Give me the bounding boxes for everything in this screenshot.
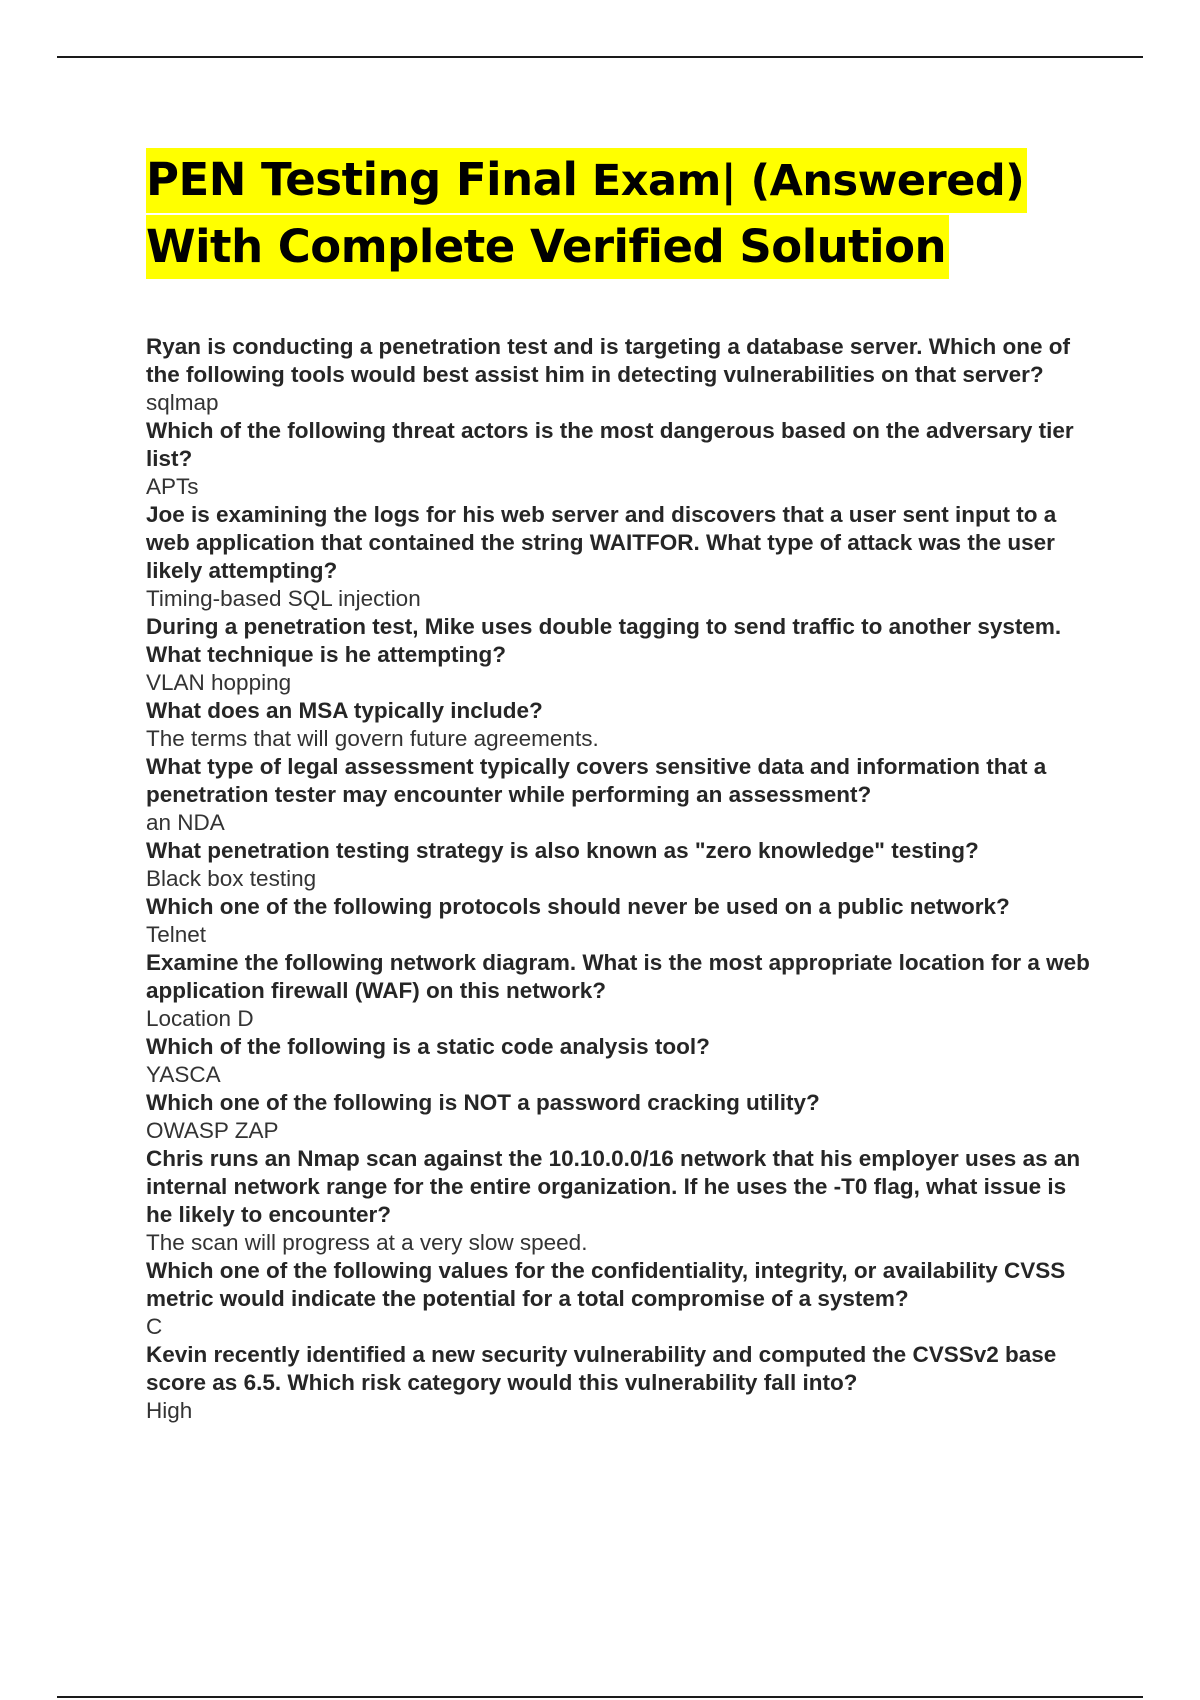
- question-text: Ryan is conducting a penetration test and is targeting a database server. Which one of the following tools would best assist him in detecting vulnerabilities on that server?: [146, 334, 1070, 387]
- answer-text: High: [146, 1398, 193, 1423]
- qa-item: [146, 1145, 1096, 1257]
- qa-item: [146, 1033, 1096, 1089]
- qa-item: [146, 837, 1096, 893]
- answer-text: APTs: [146, 474, 199, 499]
- qa-list: [146, 333, 1096, 1425]
- answer-text: Telnet: [146, 922, 207, 947]
- answer-text: C: [146, 1314, 163, 1339]
- question-text: What does an MSA typically include?: [146, 698, 543, 723]
- qa-item: [146, 1257, 1096, 1341]
- qa-item: [146, 333, 1096, 417]
- qa-item: [146, 697, 1096, 753]
- title-part-a: PEN Testing Final: [146, 153, 578, 206]
- answer-text: OWASP ZAP: [146, 1118, 279, 1143]
- answer-text: an NDA: [146, 810, 225, 835]
- qa-item: [146, 613, 1096, 697]
- bottom-rule: [57, 1696, 1143, 1698]
- answer-text: VLAN hopping: [146, 670, 292, 695]
- qa-item: [146, 501, 1096, 613]
- document-title: [146, 148, 1106, 281]
- qa-item: [146, 417, 1096, 501]
- title-part-b: Exam| (Answered): [577, 156, 1025, 206]
- top-rule: [57, 56, 1143, 58]
- question-text: Joe is examining the logs for his web server and discovers that a user sent input to a web application that contained the string WAITFOR. What type of attack was the user likely attempting?: [146, 502, 1057, 583]
- question-text: Chris runs an Nmap scan against the 10.10.0.0/16 network that his employer uses as an internal network range for the entire organization. If he uses the -T0 flag, what issue is he likely to encounter?: [146, 1146, 1081, 1227]
- title-line-1: [146, 148, 1027, 213]
- answer-text: Timing-based SQL injection: [146, 586, 421, 611]
- title-line-2: With Complete Verified Solution: [146, 215, 949, 279]
- answer-text: Location D: [146, 1006, 254, 1031]
- question-text: Kevin recently identified a new security vulnerability and computed the CVSSv2 base score as 6.5. Which risk category would this vulnerability fall into?: [146, 1342, 1057, 1395]
- question-text: Which one of the following values for the confidentiality, integrity, or availability CVSS metric would indicate the potential for a total compromise of a system?: [146, 1258, 1066, 1311]
- question-text: Which of the following threat actors is the most dangerous based on the adversary tier list?: [146, 418, 1074, 471]
- question-text: Which one of the following protocols should never be used on a public network?: [146, 894, 1010, 919]
- question-text: During a penetration test, Mike uses double tagging to send traffic to another system. What technique is he attempting?: [146, 614, 1062, 667]
- answer-text: The terms that will govern future agreements.: [146, 726, 599, 751]
- qa-item: [146, 949, 1096, 1033]
- question-text: What type of legal assessment typically covers sensitive data and information that a penetration tester may encounter while performing an assessment?: [146, 754, 1047, 807]
- answer-text: YASCA: [146, 1062, 221, 1087]
- qa-item: [146, 1089, 1096, 1145]
- qa-item: [146, 1341, 1096, 1425]
- question-text: Examine the following network diagram. What is the most appropriate location for a web application firewall (WAF) on this network?: [146, 950, 1090, 1003]
- question-text: Which one of the following is NOT a password cracking utility?: [146, 1090, 820, 1115]
- qa-item: [146, 753, 1096, 837]
- qa-item: [146, 893, 1096, 949]
- answer-text: sqlmap: [146, 390, 219, 415]
- answer-text: Black box testing: [146, 866, 317, 891]
- question-text: What penetration testing strategy is also known as "zero knowledge" testing?: [146, 838, 979, 863]
- question-text: Which of the following is a static code analysis tool?: [146, 1034, 710, 1059]
- answer-text: The scan will progress at a very slow speed.: [146, 1230, 588, 1255]
